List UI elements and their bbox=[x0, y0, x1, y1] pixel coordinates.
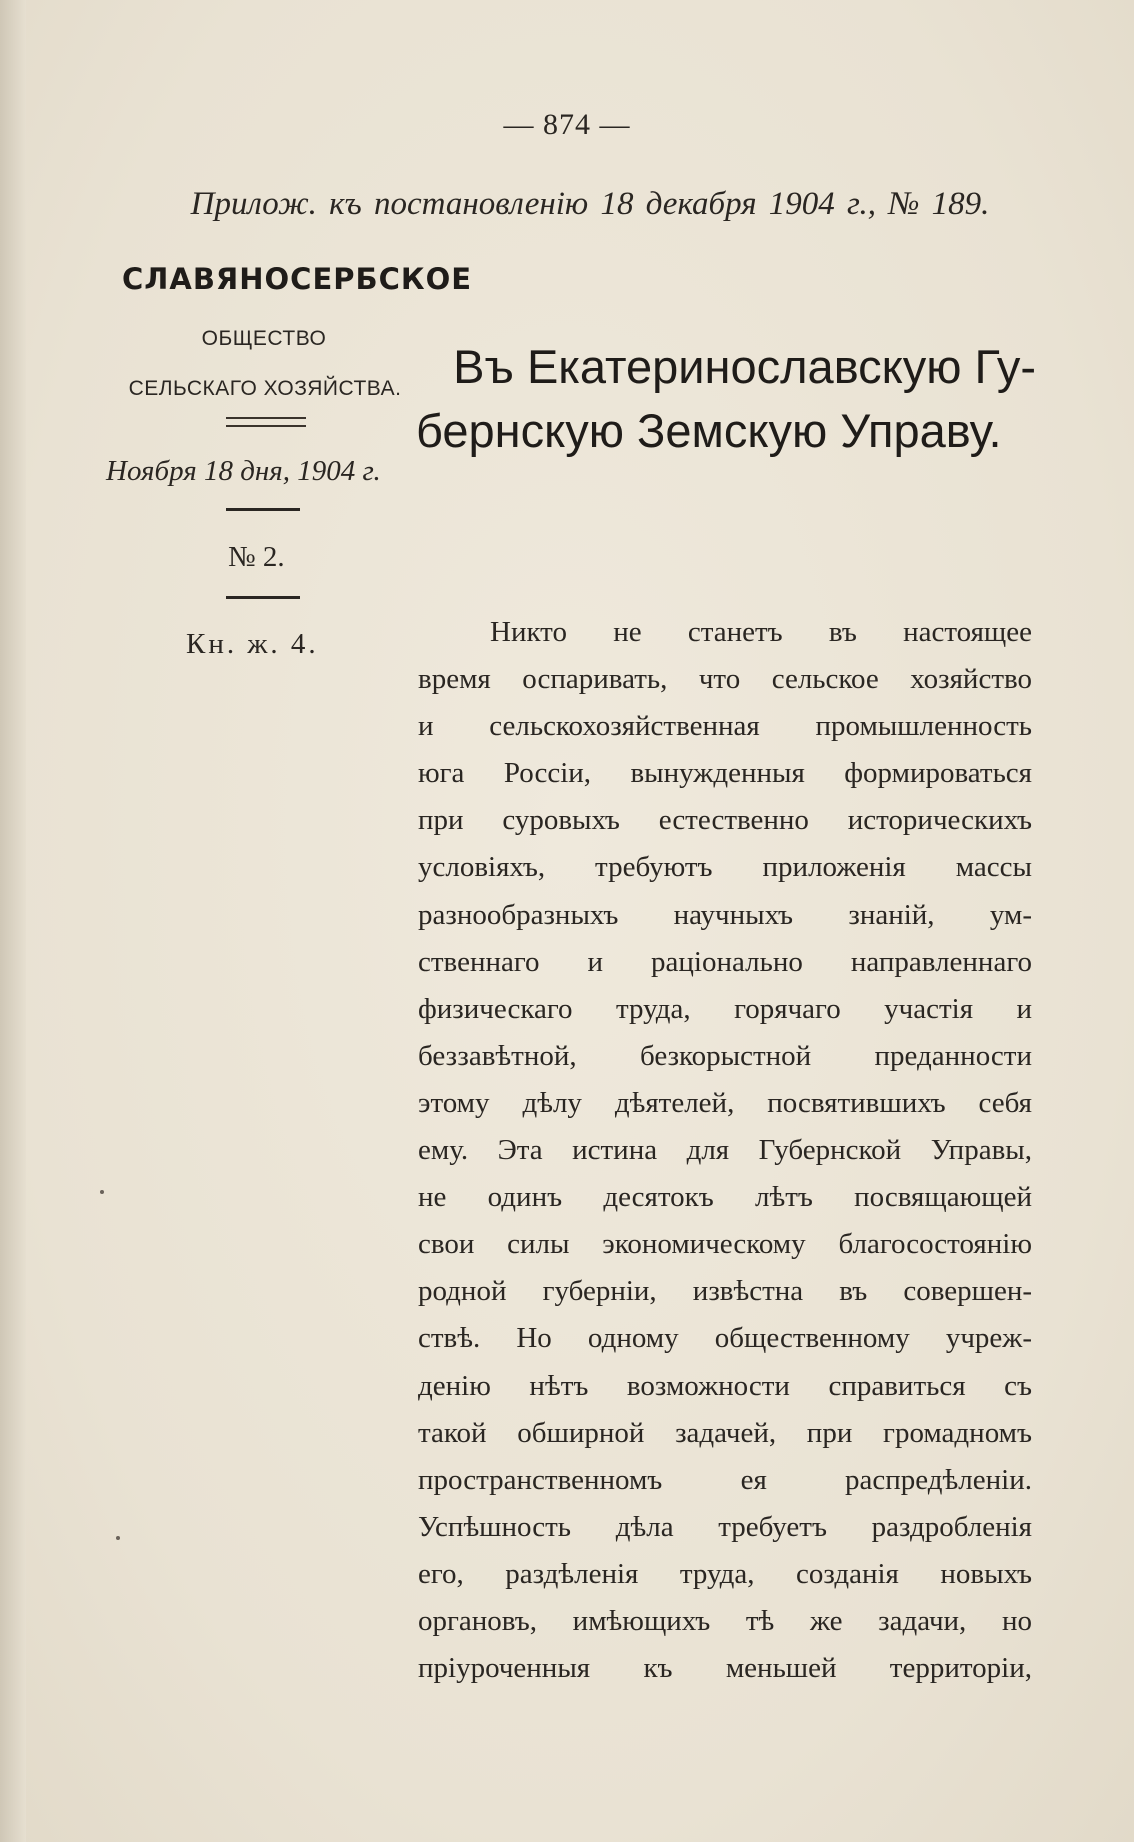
body-line: пространственномъ ея распредѣленіи. bbox=[418, 1463, 1032, 1496]
body-line: время оспаривать, что сельское хозяйство bbox=[418, 663, 1032, 696]
address-line1: Въ Екатеринославскую Гу- bbox=[453, 340, 1036, 393]
rule-divider bbox=[226, 596, 300, 599]
page-spine bbox=[0, 0, 26, 1842]
society-line1: ОБЩЕСТВО bbox=[201, 327, 327, 350]
double-rule-divider bbox=[226, 417, 306, 427]
body-line: физическаго труда, горячаго участія и bbox=[418, 992, 1032, 1025]
body-line: Никто не станетъ въ настоящее bbox=[490, 616, 1032, 648]
letter-date: Ноября 18 дня, 1904 г. bbox=[106, 455, 381, 487]
body-line: ственнаго и раціонально направленнаго bbox=[418, 945, 1032, 978]
body-line: денію нѣтъ возможности справиться съ bbox=[418, 1369, 1032, 1402]
page-number: — 874 — bbox=[503, 108, 631, 141]
rule-divider bbox=[226, 508, 300, 511]
body-line: этому дѣлу дѣятелей, посвятившихъ себя bbox=[418, 1086, 1032, 1119]
body-line: такой обширной задачей, при громадномъ bbox=[418, 1416, 1032, 1449]
body-line: пріуроченныя къ меньшей территоріи, bbox=[418, 1652, 1032, 1685]
recipient-address bbox=[416, 335, 1036, 463]
body-line: при суровыхъ естественно историческихъ bbox=[418, 804, 1032, 837]
body-line: органовъ, имѣющихъ тѣ же задачи, но bbox=[418, 1604, 1032, 1637]
letter-number: № 2. bbox=[228, 541, 285, 573]
body-line: и сельскохозяйственная промышленность bbox=[418, 710, 1032, 743]
body-line: юга Россіи, вынужденныя формироваться bbox=[418, 757, 1032, 790]
body-line: его, раздѣленія труда, созданія новыхъ bbox=[418, 1557, 1032, 1590]
society-name: СЛАВЯНОСЕРБСКОЕ bbox=[122, 262, 473, 296]
body-line: беззавѣтной, безкорыстной преданности bbox=[418, 1039, 1032, 1072]
ink-speck bbox=[100, 1190, 104, 1194]
letter-body bbox=[418, 609, 1032, 1692]
body-line: разнообразныхъ научныхъ знаній, ум- bbox=[418, 898, 1032, 931]
journal-reference: Кн. ж. 4. bbox=[186, 628, 319, 660]
body-line: не одинъ десятокъ лѣтъ посвящающей bbox=[418, 1181, 1032, 1214]
annex-note: Прилож. къ постановленію 18 декабря 1904 г., № 189. bbox=[190, 186, 990, 222]
address-line2: бернскую Земскую Управу. bbox=[416, 404, 1002, 457]
body-line: условіяхъ, требуютъ приложенія массы bbox=[418, 851, 1032, 884]
ink-speck bbox=[116, 1536, 120, 1540]
body-line: ствѣ. Но одному общественному учреж- bbox=[418, 1322, 1032, 1355]
body-line: родной губерніи, извѣстна въ совершен- bbox=[418, 1275, 1032, 1308]
body-line: ему. Эта истина для Губернской Управы, bbox=[418, 1134, 1032, 1167]
body-line: Успѣшность дѣла требуетъ раздробленія bbox=[418, 1510, 1032, 1543]
society-line2: СЕЛЬСКАГО ХОЗЯЙСТВА. bbox=[128, 377, 402, 400]
body-line: свои силы экономическому благосостоянію bbox=[418, 1228, 1032, 1261]
